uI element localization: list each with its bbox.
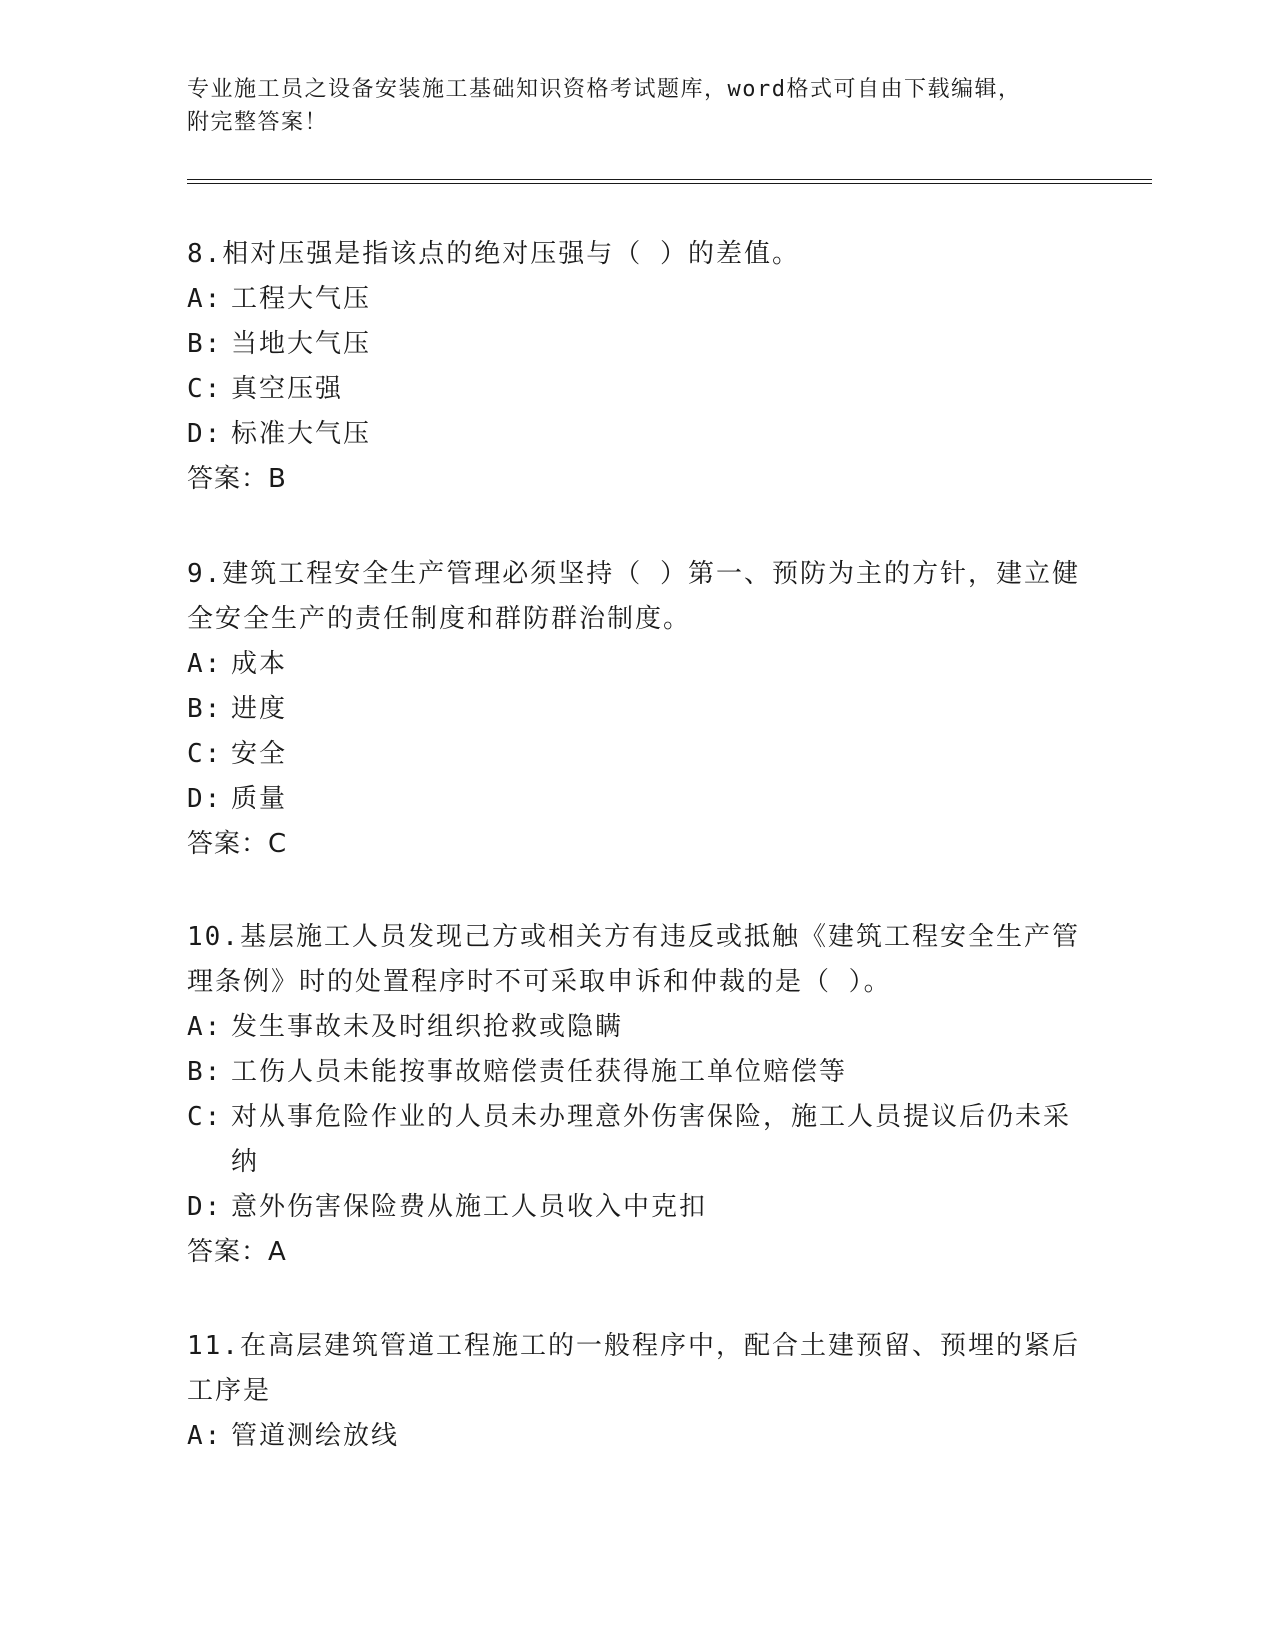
option-letter: A: <box>187 649 223 679</box>
option-text: 成本 <box>231 649 288 679</box>
answer: 答案：A <box>187 1237 287 1267</box>
option-text: 对从事危险作业的人员未办理意外伤害保险，施工人员提议后仍未采纳 <box>231 1102 1072 1177</box>
option-b <box>187 687 1087 732</box>
header-line-1: 专业施工员之设备安装施工基础知识资格考试题库，word格式可自由下载编辑， <box>187 77 1022 102</box>
option-d <box>187 412 1087 457</box>
option-letter: D: <box>187 419 223 449</box>
option-a <box>187 1414 1087 1459</box>
option-letter: B: <box>187 329 223 359</box>
option-letter: B: <box>187 1057 223 1087</box>
question-stem: 11.在高层建筑管道工程施工的一般程序中，配合土建预留、预埋的紧后工序是 <box>187 1331 1080 1406</box>
option-text: 管道测绘放线 <box>231 1421 400 1451</box>
option-b <box>187 1050 1087 1095</box>
header-divider-top <box>187 179 1152 180</box>
option-letter: A: <box>187 1421 223 1451</box>
option-c <box>187 367 1087 412</box>
answer: 答案：C <box>187 829 288 859</box>
option-letter: C: <box>187 739 223 769</box>
option-text: 当地大气压 <box>231 329 372 359</box>
option-text: 发生事故未及时组织抢救或隐瞒 <box>231 1012 624 1042</box>
option-text: 标准大气压 <box>231 419 372 449</box>
option-b <box>187 322 1087 367</box>
option-text: 质量 <box>231 784 288 814</box>
option-text: 真空压强 <box>231 374 344 404</box>
question-10 <box>187 915 1087 1275</box>
option-a <box>187 642 1087 687</box>
option-d <box>187 1185 1087 1230</box>
option-text: 安全 <box>231 739 288 769</box>
question-9 <box>187 552 1087 867</box>
option-letter: C: <box>187 1102 223 1132</box>
question-stem: 9.建筑工程安全生产管理必须坚持（ ）第一、预防为主的方针，建立健全安全生产的责任制度和群防群治制度。 <box>187 559 1080 634</box>
option-letter: D: <box>187 784 223 814</box>
option-letter: C: <box>187 374 223 404</box>
option-c <box>187 732 1087 777</box>
option-letter: A: <box>187 284 223 314</box>
option-text: 进度 <box>231 694 288 724</box>
header-divider-bottom <box>187 183 1152 184</box>
option-letter: D: <box>187 1192 223 1222</box>
option-a <box>187 277 1087 322</box>
option-letter: A: <box>187 1012 223 1042</box>
question-11 <box>187 1324 1087 1459</box>
header-line-2: 附完整答案！ <box>187 110 329 135</box>
question-stem: 10.基层施工人员发现己方或相关方有违反或抵触《建筑工程安全生产管理条例》时的处置程序时不可采取申诉和仲裁的是（ ）。 <box>187 922 1080 997</box>
option-a <box>187 1005 1087 1050</box>
option-text: 工伤人员未能按事故赔偿责任获得施工单位赔偿等 <box>231 1057 848 1087</box>
option-text: 工程大气压 <box>231 284 372 314</box>
option-letter: B: <box>187 694 223 724</box>
option-c <box>187 1095 1087 1185</box>
question-stem: 8.相对压强是指该点的绝对压强与（ ）的差值。 <box>187 239 800 269</box>
question-8 <box>187 232 1087 502</box>
document-header <box>187 73 1087 139</box>
option-text: 意外伤害保险费从施工人员收入中克扣 <box>231 1192 708 1222</box>
answer: 答案：B <box>187 464 287 494</box>
option-d <box>187 777 1087 822</box>
